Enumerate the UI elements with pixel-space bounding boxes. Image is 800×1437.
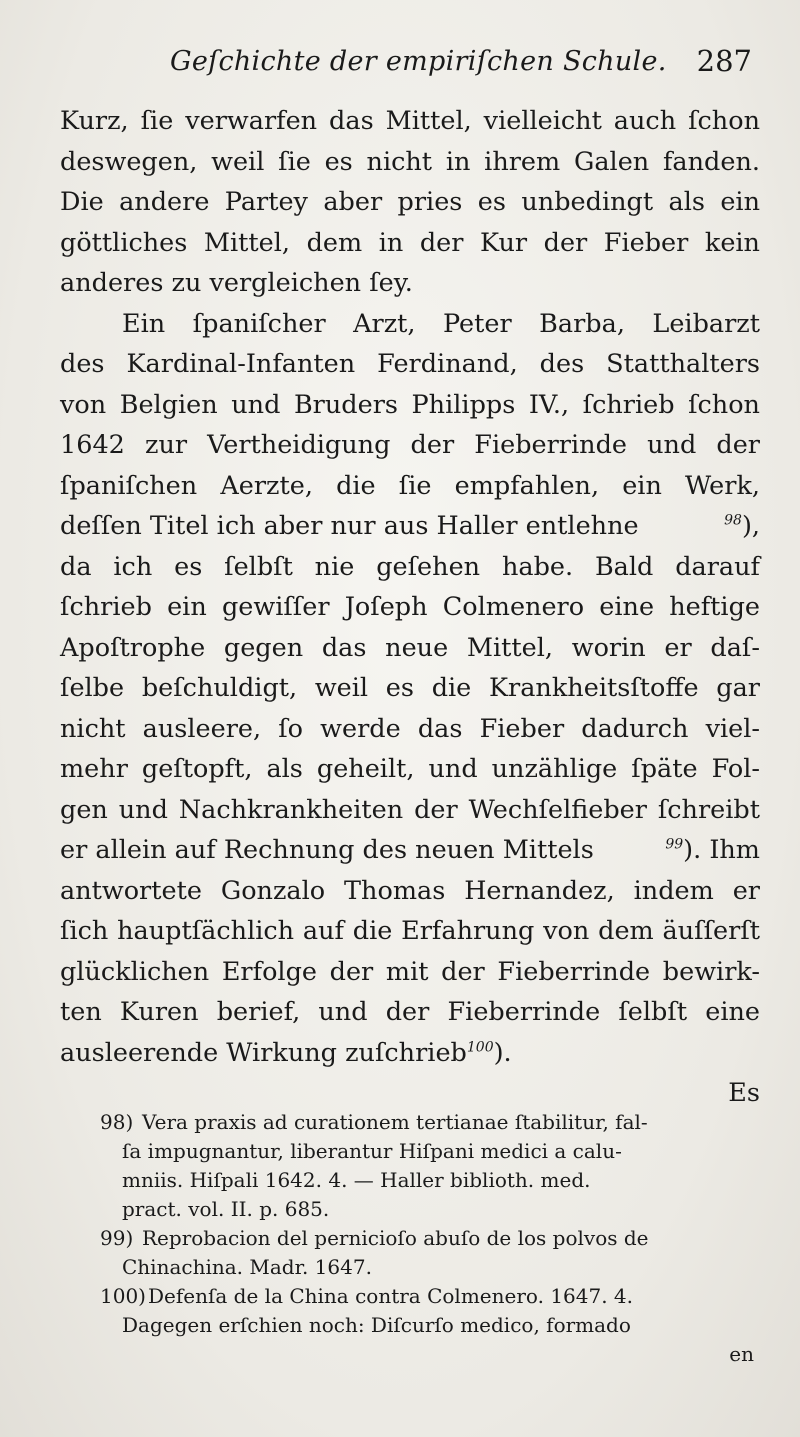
text-line: antwortete Gonzalo Thomas Hernandez, indem er	[60, 875, 760, 906]
text-line: von Belgien und Bruders Philipps IV., ſchrieb ſchon	[60, 389, 760, 420]
footnote-100	[60, 1282, 760, 1311]
text-line: ſpaniſchen Aerzte, die ſie empfahlen, ein Werk,	[60, 470, 760, 501]
text-line: deswegen, weil ſie es nicht in ihrem Galen fanden.	[60, 146, 760, 177]
catchword: Es	[728, 1078, 760, 1108]
text-line: göttliches Mittel, dem in der Kur der Fieber kein	[60, 227, 760, 258]
text-line: ſchrieb ein gewiſſer Joſeph Colmenero eine heftige	[60, 592, 760, 622]
text-line: mehr geſtopft, als geheilt, und unzählige ſpäte Fol-	[60, 754, 760, 784]
running-title: Geſchichte der empiriſchen Schule.	[170, 46, 667, 77]
footnote-line: mniis. Hiſpali 1642. 4. — Haller biblioth. med.	[122, 1168, 591, 1192]
text-line-part: ausleerende Wirkung zuſchrieb	[60, 1037, 467, 1068]
footnote-line: ſa impugnantur, liberantur Hiſpani medici a calu-	[122, 1139, 622, 1163]
text-line: Apoſtrophe gegen das neue Mittel, worin er daſ-	[60, 632, 760, 663]
text-line	[60, 830, 760, 871]
footnote-99	[60, 1224, 760, 1253]
footnote-line: Chinachina. Madr. 1647.	[122, 1255, 372, 1279]
text-line	[60, 1033, 760, 1074]
text-line: 1642 zur Vertheidigung der Fieberrinde und der	[60, 430, 760, 460]
footnote-ref-98: 98	[724, 512, 742, 529]
text-line: da ich es ſelbſt nie geſehen habe. Bald darauf	[60, 551, 760, 582]
text-line: Die andere Partey aber pries es unbedingt als ein	[60, 187, 760, 217]
text-line: nicht ausleere, ſo werde das Fieber dadurch viel-	[60, 713, 760, 744]
footnote-line: Defenſa de la China contra Colmenero. 1647. 4.	[148, 1284, 634, 1308]
footnote-98	[60, 1108, 760, 1137]
footnote-number: 99)	[100, 1226, 134, 1250]
footnote-line: Dagegen erſchien noch: Diſcurſo medico, formado	[122, 1313, 631, 1337]
main-text	[60, 101, 760, 1114]
footnotes	[60, 1108, 760, 1369]
text-line: glücklichen Erfolge der mit der Fieberrinde bewirk-	[60, 956, 760, 987]
running-head	[60, 40, 760, 84]
text-line: anderes zu vergleichen ſey.	[60, 268, 413, 298]
text-line: ten Kuren berief, und der Fieberrinde ſelbſt eine	[60, 997, 760, 1027]
footnote-number: 100)	[100, 1284, 146, 1308]
text-line-tail	[665, 830, 760, 871]
tail-punct: ).	[493, 1037, 512, 1068]
page-number: 287	[696, 44, 752, 78]
footnote-number: 98)	[100, 1110, 134, 1134]
text-line: ſelbe beſchuldigt, weil es die Krankheitsſtoffe gar	[60, 673, 760, 703]
text-line	[60, 506, 760, 547]
footnote-line: Vera praxis ad curationem tertianae ſtabilitur, fal-	[142, 1110, 648, 1134]
text-line-part: er allein auf Rechnung des neuen Mittels	[60, 835, 594, 865]
text-line: gen und Nachkrankheiten der Wechſelfieber ſchreibt	[60, 794, 760, 825]
tail-punct: ). Ihm	[683, 835, 760, 865]
footnote-ref-99: 99	[665, 836, 684, 853]
footnote-catchword: en	[729, 1342, 754, 1366]
text-line-part: deſſen Titel ich aber nur aus Haller entlehne	[60, 511, 639, 541]
footnote-line: pract. vol. II. p. 685.	[122, 1197, 330, 1221]
text-line: Kurz, ſie verwarfen das Mittel, vielleicht auch ſchon	[60, 106, 760, 136]
footnote-line: Reprobacion del pernicioſo abuſo de los polvos de	[142, 1226, 649, 1250]
footnote-ref-100: 100	[466, 1039, 494, 1055]
tail-punct: ),	[741, 511, 760, 541]
text-line: ſich hauptſächlich auf die Erfahrung von dem äuſſerſt	[60, 916, 760, 946]
text-line-tail	[724, 506, 760, 547]
text-line: des Kardinal-Infanten Ferdinand, des Statthalters	[60, 349, 760, 379]
text-line: Ein ſpaniſcher Arzt, Peter Barba, Leibarzt	[122, 308, 760, 339]
